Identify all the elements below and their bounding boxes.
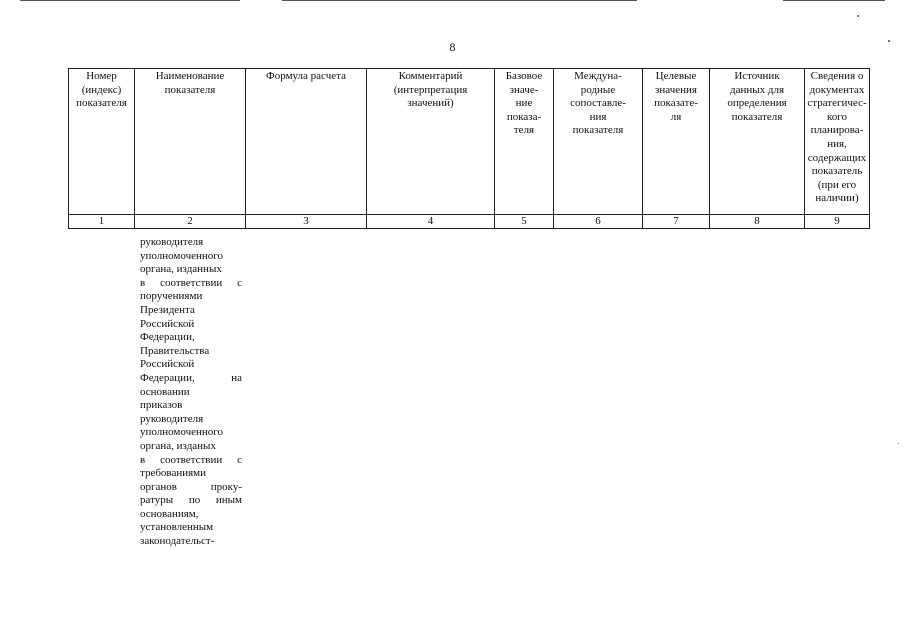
continuation-word: соответствии	[160, 276, 223, 289]
column-number: 6	[554, 215, 643, 229]
continuation-word: органа, изданых	[140, 439, 216, 452]
header-comment: Комментарий (интерпретация значений)	[367, 69, 495, 215]
continuation-line	[140, 331, 242, 345]
header-name: Наименование показателя	[135, 69, 246, 215]
continuation-word: Президента	[140, 303, 195, 316]
continuation-line	[140, 236, 242, 250]
continuation-line	[140, 508, 242, 522]
continuation-word: с	[237, 453, 242, 466]
continuation-line	[140, 318, 242, 332]
continuation-word: руководителя	[140, 236, 204, 248]
continuation-word: приказов	[140, 399, 183, 412]
continuation-line	[140, 345, 242, 359]
header-international-comparison: Междуна- родные сопоставле- ния показателя	[554, 69, 643, 215]
continuation-line	[140, 481, 242, 495]
column-number: 9	[805, 215, 870, 229]
continuation-word: Российской	[140, 317, 195, 330]
continuation-word: на	[231, 371, 242, 384]
continuation-word: по	[188, 494, 201, 507]
continuation-word: органа, изданных	[140, 263, 222, 276]
scan-top-line-right	[783, 0, 885, 1]
scan-top-line-left	[20, 0, 240, 1]
continuation-word: законодательст-	[140, 535, 215, 548]
continuation-line	[140, 440, 242, 454]
continuation-word: требованиями	[140, 467, 207, 480]
column-number: 4	[367, 215, 495, 229]
scan-top-line-middle	[282, 0, 637, 1]
continuation-word: уполномоченного	[140, 426, 224, 439]
continuation-line	[140, 399, 242, 413]
column-number: 8	[710, 215, 805, 229]
indicators-table	[68, 68, 870, 229]
continuation-line	[140, 304, 242, 318]
column-number: 1	[69, 215, 135, 229]
continuation-line	[140, 494, 242, 508]
continuation-word: органов	[140, 480, 177, 493]
continuation-word: уполномоченного	[140, 249, 224, 262]
continuation-word: установленным	[140, 521, 214, 534]
continuation-line	[140, 263, 242, 277]
continuation-word: с	[237, 276, 242, 289]
page-number: 8	[449, 40, 456, 54]
continuation-word: соответствии	[160, 453, 223, 466]
continuation-line	[140, 358, 242, 372]
continuation-line	[140, 521, 242, 535]
continuation-line	[140, 277, 242, 291]
continuation-word: ратуры	[140, 494, 174, 507]
header-base-value: Базовое значе- ние показа- теля	[495, 69, 554, 215]
continuation-line	[140, 290, 242, 304]
scan-speck	[898, 443, 899, 444]
continuation-line	[140, 467, 242, 481]
column-number: 7	[643, 215, 710, 229]
scan-speck	[857, 15, 859, 17]
column-number: 5	[495, 215, 554, 229]
continuation-line	[140, 454, 242, 468]
header-formula: Формула расчета	[246, 69, 367, 215]
continuation-word: Российской	[140, 358, 195, 371]
continuation-word: Федерации,	[140, 371, 195, 384]
column-number: 3	[246, 215, 367, 229]
header-data-source: Источник данных для определения показателя	[710, 69, 805, 215]
continuation-word: основаниям,	[140, 507, 199, 520]
header-strategic-documents: Сведения о документах стратегичес- кого планирова- ния, содержащих показатель (при его наличии)	[805, 69, 870, 215]
indicator-name-continuation	[140, 236, 242, 549]
continuation-line	[140, 386, 242, 400]
continuation-line	[140, 372, 242, 386]
continuation-line	[140, 535, 242, 549]
continuation-line	[140, 250, 242, 264]
continuation-word: Правительства	[140, 344, 210, 357]
continuation-word: в	[140, 276, 146, 289]
continuation-line	[140, 413, 242, 427]
continuation-word: иным	[215, 494, 242, 507]
continuation-word: поручениями	[140, 290, 203, 303]
continuation-word: основании	[140, 385, 190, 398]
header-target-values: Целевые значения показате- ля	[643, 69, 710, 215]
header-index: Номер (индекс) показателя	[69, 69, 135, 215]
continuation-line	[140, 426, 242, 440]
continuation-word: проку-	[210, 480, 242, 493]
continuation-word: руководителя	[140, 412, 204, 425]
table-header-row	[69, 69, 870, 215]
continuation-word: в	[140, 453, 146, 466]
continuation-word: Федерации,	[140, 331, 195, 344]
column-number-row	[69, 215, 870, 229]
column-number: 2	[135, 215, 246, 229]
